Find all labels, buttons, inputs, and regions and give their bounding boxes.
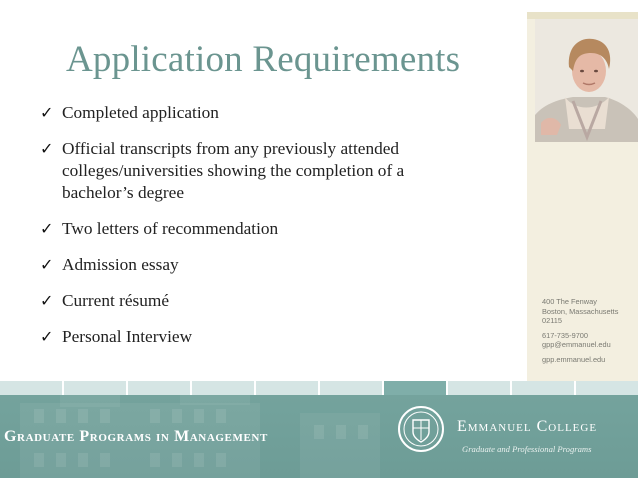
progress-segment [128,381,190,395]
requirement-text: bachelor’s degree [62,183,185,202]
progress-segment [256,381,318,395]
progress-segment [512,381,574,395]
requirement-text: Personal Interview [62,327,193,346]
requirement-item [40,326,510,348]
requirement-item [40,218,510,240]
email-link[interactable]: gpp@emmanuel.edu [542,340,611,350]
progress-segment [448,381,510,395]
progress-segment [576,381,638,395]
footer-banner [0,395,638,478]
checkmark-icon: ✓ [40,103,54,122]
contact-info [542,297,638,370]
requirement-text: colleges/universities showing the completion of a [62,161,405,180]
requirements-list [40,102,510,362]
address-line: Boston, Massachusetts [542,306,619,316]
progress-segment-bar [0,381,638,395]
page-title: Application Requirements [66,39,461,80]
requirement-item [40,290,510,312]
contact-phone-email [542,331,638,350]
address-line: 400 The Fenway [542,297,597,306]
college-subtitle: Graduate and Professional Programs [462,444,592,454]
person-portrait-icon [535,19,638,142]
requirement-item [40,254,510,276]
phone-text: 617-735-9700 [542,330,589,340]
requirement-text: Official transcripts from any previously attended [62,139,400,158]
requirement-item [40,138,510,204]
requirement-item [40,102,510,124]
progress-segment [64,381,126,395]
program-name: Graduate Programs in Management [4,428,268,445]
checkmark-icon: ✓ [40,291,54,310]
address-line: 02115 [542,316,563,326]
requirement-text: Admission essay [62,255,179,274]
website-link[interactable]: gpp.emmanuel.edu [542,354,606,364]
progress-segment [320,381,382,395]
requirement-text: Two letters of recommendation [62,219,279,238]
checkmark-icon: ✓ [40,327,54,346]
progress-segment-active [384,381,446,395]
person-photo [535,19,638,142]
sidebar-rule [527,12,638,19]
checkmark-icon: ✓ [40,255,54,274]
college-seal-icon [397,405,445,453]
progress-segment [0,381,62,395]
requirement-text: Current résumé [62,291,170,310]
progress-segment [192,381,254,395]
checkmark-icon: ✓ [40,139,54,158]
sidebar-top [527,0,638,12]
requirement-text: Completed application [62,103,219,122]
college-name: Emmanuel College [457,418,598,435]
checkmark-icon: ✓ [40,219,54,238]
contact-web [542,355,638,365]
contact-address [542,297,638,326]
